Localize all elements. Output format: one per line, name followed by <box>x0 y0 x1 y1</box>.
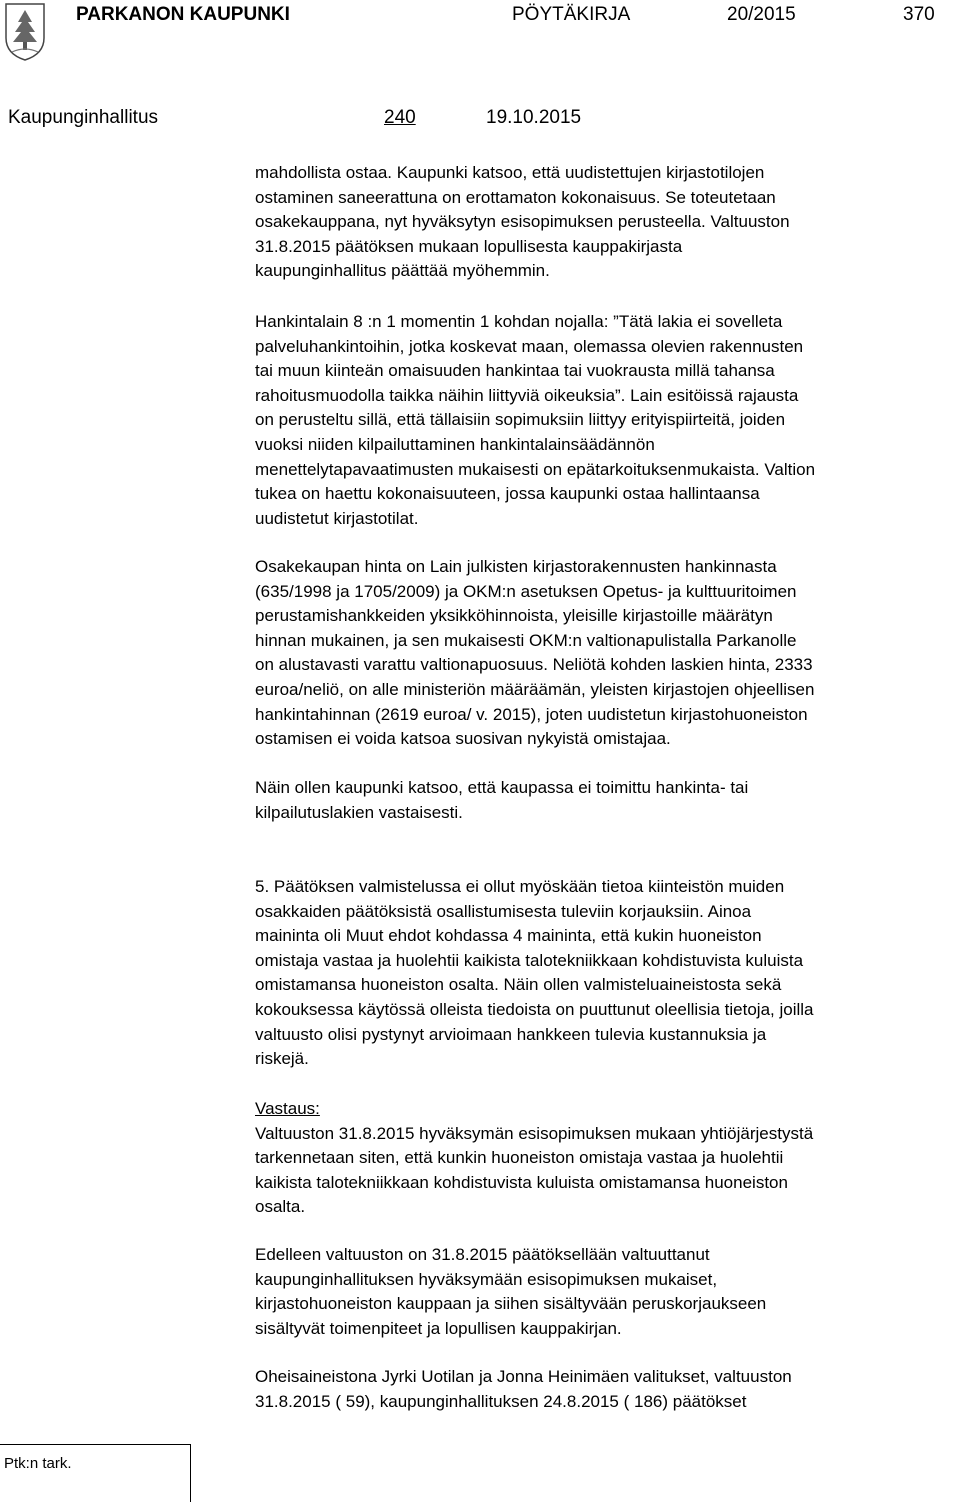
text-line: riskejä. <box>255 1049 309 1069</box>
paragraph-7 <box>255 1243 955 1341</box>
text-line: euroa/neliö, on alle ministeriön määräämän, yleisten kirjastojen ohjeellisen <box>255 679 815 699</box>
text-line: kilpailutuslakien vastaisesti. <box>255 802 463 822</box>
text-line: tukea on haettu kokonaisuuteen, jossa kaupunki ostaa hallintaansa <box>255 484 760 504</box>
text-line: tai muun kiinteän omaisuuden hankintaa tai vuokrausta millä tahansa <box>255 361 775 381</box>
text-line: uudistetut kirjastotilat. <box>255 508 419 528</box>
paragraph-8 <box>255 1365 955 1414</box>
section-number: 240 <box>384 107 416 128</box>
minutes-checker-label: Ptk:n tark. <box>4 1455 72 1472</box>
page-number: 370 <box>903 4 935 25</box>
text-line: hankintahinnan (2619 euroa/ v. 2015), joten uudistetun kirjastohuoneiston <box>255 704 808 724</box>
text-line: palveluhankintoihin, jotka koskevat maan, olemassa olevien rakennusten <box>255 336 804 356</box>
paragraph-4 <box>255 776 955 825</box>
text-line: ostamisen ei voida katsoa suosivan nykyistä omistajaa. <box>255 729 671 749</box>
text-line: Edelleen valtuuston on 31.8.2015 päätöksellään valtuuttanut <box>255 1245 710 1264</box>
text-line: tarkennetaan siten, että kunkin huoneiston omistaja vastaa ja huolehtii <box>255 1148 784 1168</box>
text-line: vuoksi niiden kilpailuttaminen hankintalainsäädännön <box>255 434 655 454</box>
text-line: osalta. <box>255 1197 306 1217</box>
text-line: on perusteltu sillä, että tällaisiin sopimuksiin liittyy erityispiirteitä, joiden <box>255 410 786 430</box>
text-line: rahoitusmuodolla taikka näihin liittyviä oikeuksia”. Lain esitöissä rajausta <box>255 385 799 405</box>
paragraph-6 <box>255 1097 955 1220</box>
text-line: valtuusto olisi pystynyt arvioimaan hankkeen tulevia kustannuksia ja <box>255 1024 767 1044</box>
text-line: kirjastohuoneiston kauppaan ja siihen sisältyvään peruskorjaukseen <box>255 1294 767 1314</box>
text-line: kaikista talotekniikkaan kohdistuvista kuluista omistamansa huoneiston <box>255 1172 788 1192</box>
paragraph-1 <box>255 161 955 284</box>
text-line: Oheisaineistona Jyrki Uotilan ja Jonna Heinimäen valitukset, valtuuston <box>255 1367 792 1386</box>
paragraph-3 <box>255 555 955 752</box>
text-line: omistamansa huoneiston osalta. Näin ollen valmisteluaineistosta sekä <box>255 975 782 995</box>
paragraph-2 <box>255 310 955 531</box>
text-line: sisältyvät toimenpiteet ja lopullisen kauppakirjan. <box>255 1318 622 1338</box>
coat-of-arms-icon <box>4 2 46 62</box>
meeting-date: 19.10.2015 <box>486 107 582 128</box>
text-line: omistaja vastaa ja huolehtii kaikista talotekniikkaan kohdistuvista kuluista <box>255 950 804 970</box>
decision-body: Kaupunginhallitus <box>8 107 159 128</box>
text-line: kaupunginhallitus päättää myöhemmin. <box>255 261 550 281</box>
text-line: menettelytapavaatimusten mukaisesti on epätarkoituksenmukaista. Valtion <box>255 459 816 479</box>
footer-check-box <box>0 1444 191 1502</box>
text-line: ostaminen saneerattuna on erottamaton kokonaisuus. Se toteutetaan <box>255 187 776 207</box>
text-line: mahdollista ostaa. Kaupunki katsoo, että uudistettujen kirjastotilojen <box>255 163 765 182</box>
organization-name: PARKANON KAUPUNKI <box>76 4 290 25</box>
text-line: osakkaiden päätöksistä osallistumisesta tuleviin korjauksiin. Ainoa <box>255 901 752 921</box>
text-line: Hankintalain 8 :n 1 momentin 1 kohdan nojalla: ”Tätä lakia ei sovelleta <box>255 312 783 331</box>
text-line: osakekauppana, nyt hyväksytyn esisopimuksen perusteella. Valtuuston <box>255 212 790 232</box>
document-type: PÖYTÄKIRJA <box>512 4 631 25</box>
text-line: on alustavasti varattu valtionapuosuus. Neliötä kohden laskien hinta, 2333 <box>255 655 813 675</box>
text-line: maininta oli Muut ehdot kohdassa 4 maininta, että kukin huoneiston <box>255 926 762 946</box>
text-line: kokouksessa käytössä olleista tiedoista on puuttunut oleellisia tietoja, joilla <box>255 999 814 1019</box>
text-line: kaupunginhallituksen hyväksymään esisopimuksen mukaiset, <box>255 1269 718 1289</box>
text-line: 31.8.2015 ( 59), kaupunginhallituksen 24.8.2015 ( 186) päätökset <box>255 1391 747 1411</box>
text-line: (635/1998 ja 1705/2009) ja OKM:n asetuksen Opetus- ja kulttuuritoimen <box>255 581 797 601</box>
document-number: 20/2015 <box>727 4 796 25</box>
text-line: Näin ollen kaupunki katsoo, että kaupassa ei toimittu hankinta- tai <box>255 778 749 797</box>
text-line: Valtuuston 31.8.2015 hyväksymän esisopimuksen mukaan yhtiöjärjestystä <box>255 1123 814 1143</box>
text-line: 31.8.2015 päätöksen mukaan lopullisesta kauppakirjasta <box>255 236 683 256</box>
text-line: hinnan mukainen, ja sen mukaisesti OKM:n valtionapulistalla Parkanolle <box>255 630 797 650</box>
paragraph-5 <box>255 875 955 1072</box>
answer-heading: Vastaus: <box>255 1099 320 1118</box>
text-line: perustamishankkeiden yksikköhinnoista, yleisille kirjastoille määrätyn <box>255 606 773 626</box>
text-line: Osakekaupan hinta on Lain julkisten kirjastorakennusten hankinnasta <box>255 557 777 576</box>
text-line: 5. Päätöksen valmistelussa ei ollut myöskään tietoa kiinteistön muiden <box>255 877 785 896</box>
